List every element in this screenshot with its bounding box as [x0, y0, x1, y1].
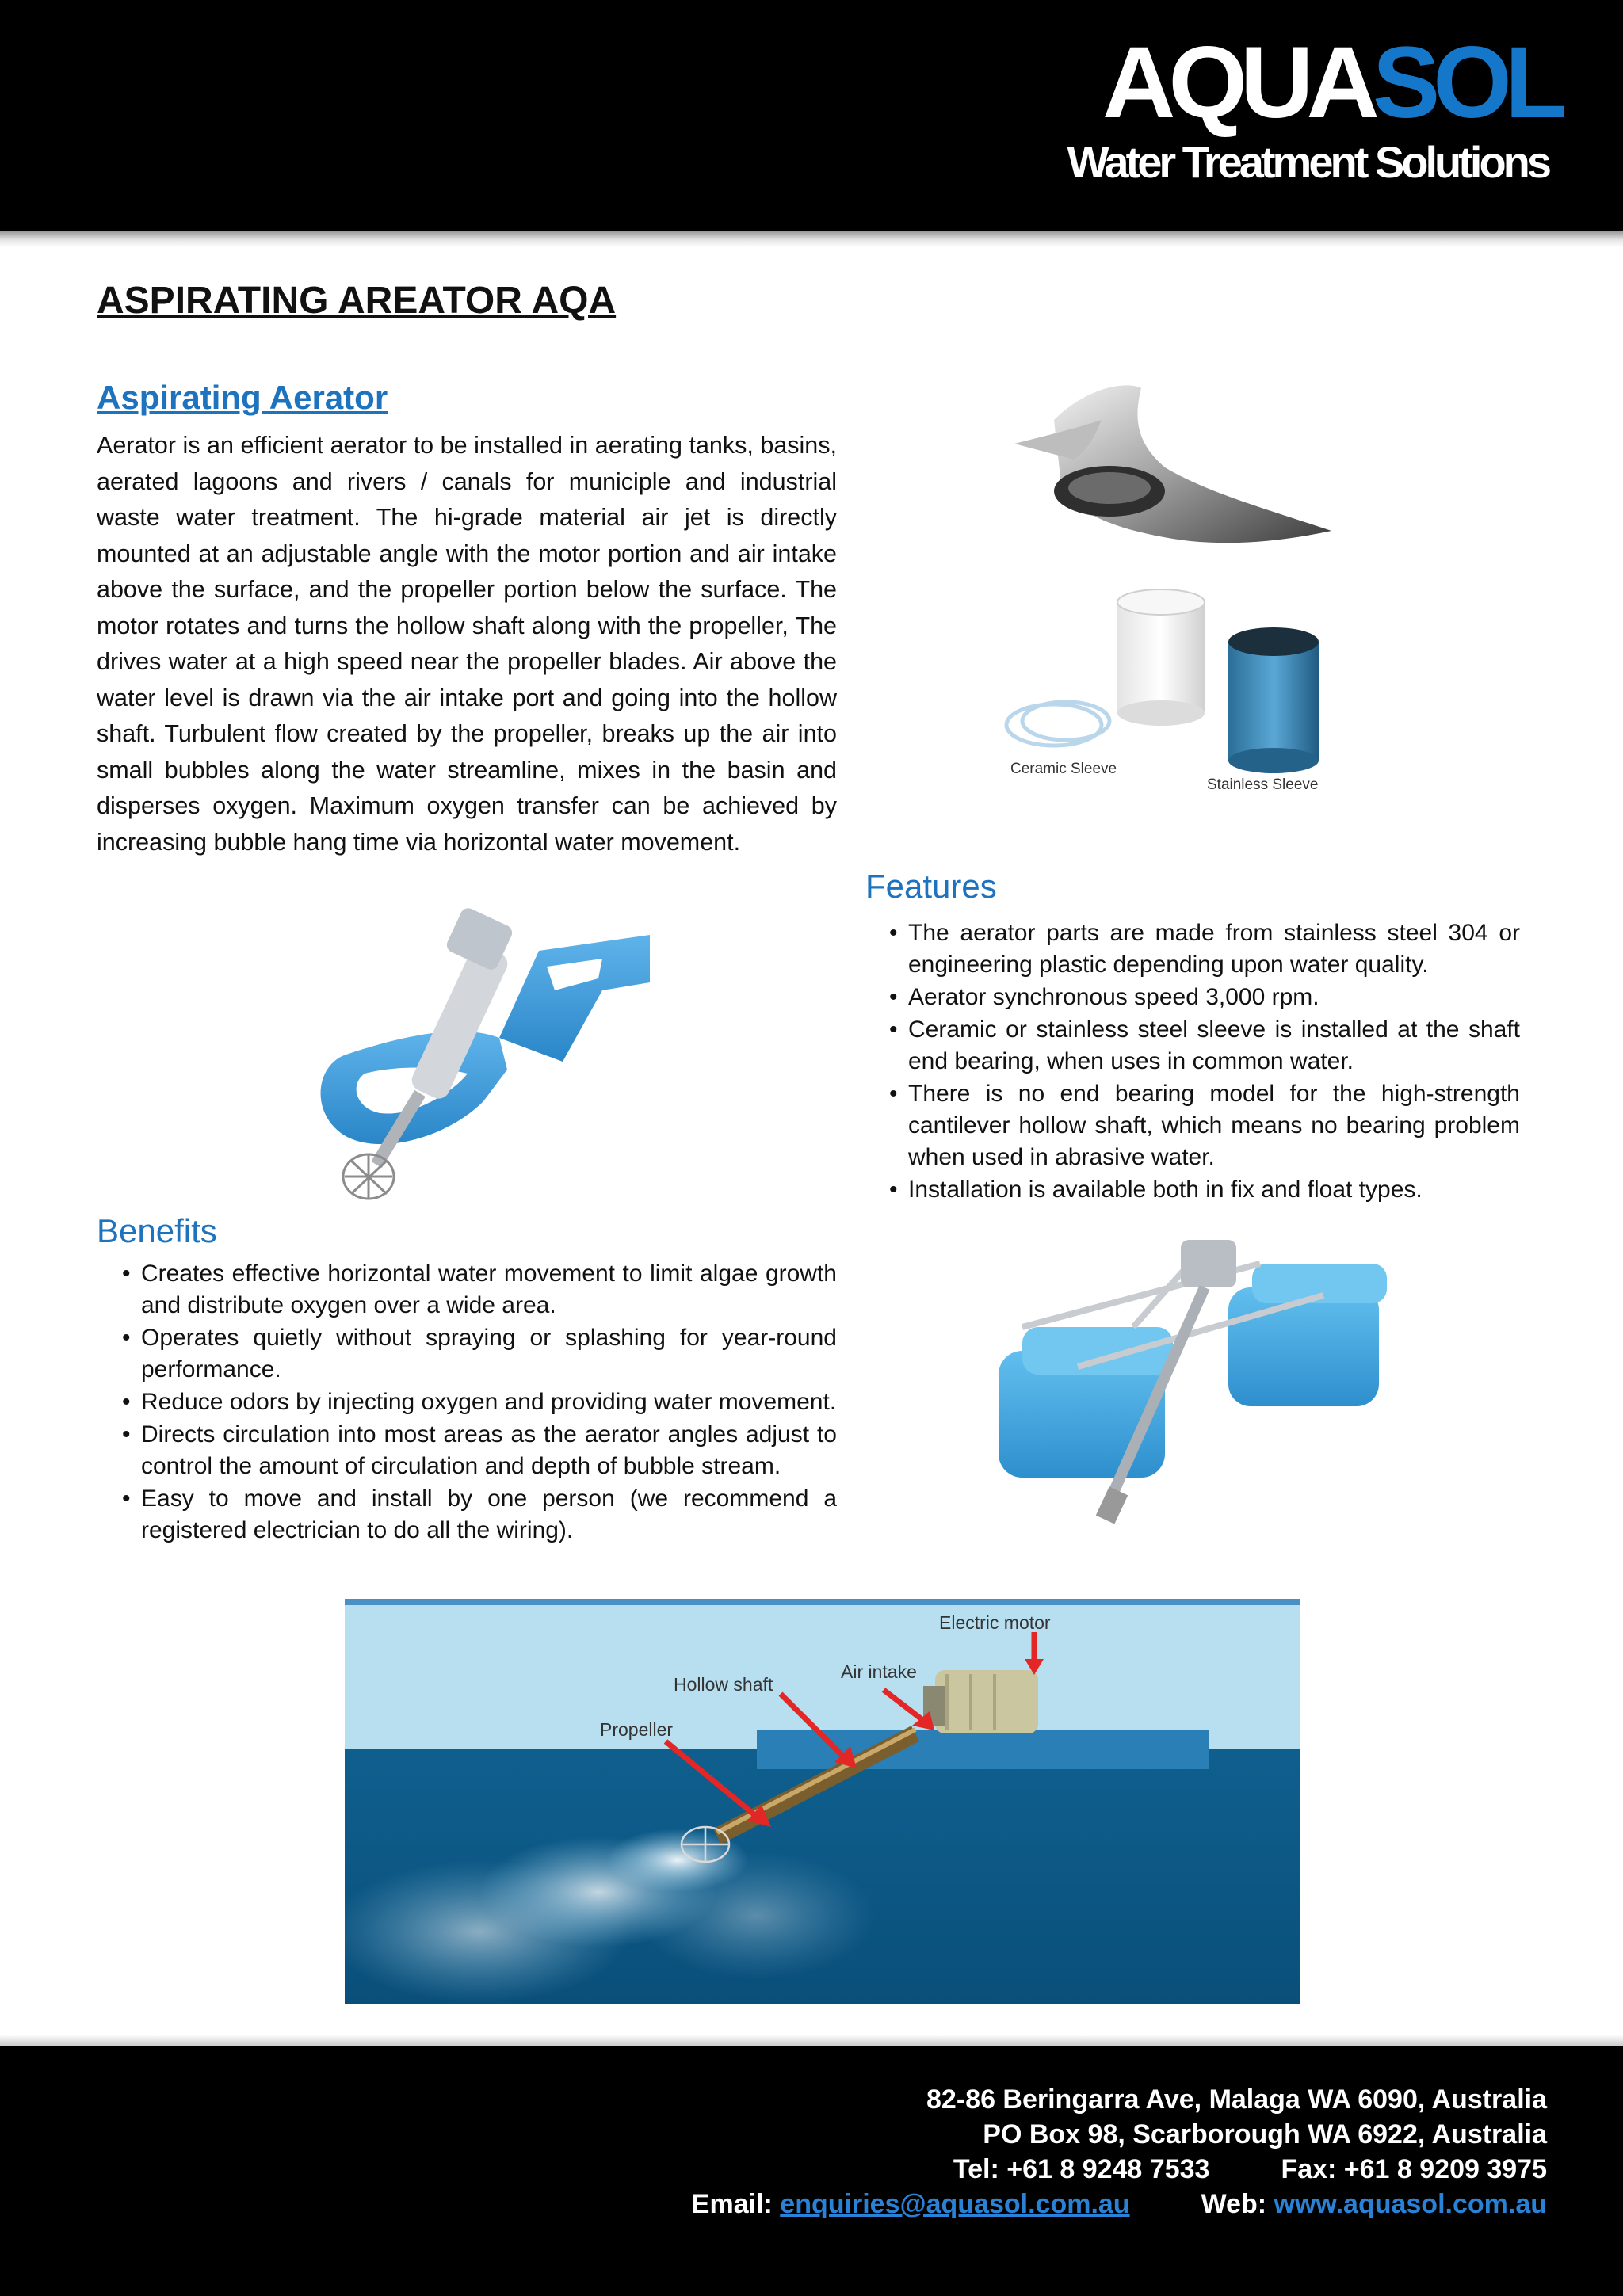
ceramic-sleeve-icon: [1117, 589, 1205, 726]
benefits-list-item: • Directs circulation into most areas as the aerator angles adjust to control the amount of circulation and depth of bubble stream.: [122, 1419, 837, 1482]
email-link[interactable]: enquiries@aquasol.com.au: [780, 2189, 1130, 2219]
telephone: Tel: +61 8 9248 7533: [953, 2154, 1210, 2184]
propeller-cage-icon: [682, 1827, 729, 1862]
label-hollow-shaft: Hollow shaft: [674, 1674, 773, 1695]
benefits-list: [122, 1258, 837, 1547]
features-list: [889, 917, 1520, 1207]
benefits-list-item: • Easy to move and install by one person (we recommend a registered electrician to do all the wiring).: [122, 1483, 837, 1547]
stainless-sleeve-icon: [1228, 627, 1319, 773]
twin-float-aerator-image: [991, 1240, 1403, 1533]
pontoon-icon: [999, 1264, 1387, 1478]
contact-details: [692, 2082, 1547, 2222]
ceramic-sleeve-caption: Ceramic Sleeve: [1010, 761, 1117, 777]
logo-tagline: Water Treatment Solutions: [1067, 137, 1549, 187]
address-line-2: PO Box 98, Scarborough WA 6922, Australia: [983, 2119, 1547, 2149]
features-list-item: • There is no end bearing model for the high-strength cantilever hollow shaft, which means no bearing problem when used in abrasive water.: [889, 1078, 1520, 1173]
web-label: Web:: [1201, 2189, 1267, 2219]
benefits-heading: Benefits: [97, 1212, 217, 1249]
aerator-diagram: [345, 1599, 1300, 2004]
label-propeller: Propeller: [600, 1719, 674, 1740]
features-list-item: • Aerator synchronous speed 3,000 rpm.: [889, 982, 1520, 1013]
aquasol-logo: [1102, 26, 1560, 139]
features-heading: Features: [865, 868, 997, 905]
header-divider: [0, 231, 1623, 247]
label-air-intake: Air intake: [841, 1661, 917, 1682]
aspirating-heading: Aspirating Aerator: [97, 379, 388, 416]
propeller-cage-icon: [343, 1154, 394, 1199]
logo-sol: SOL: [1372, 26, 1560, 139]
benefits-list-item: • Creates effective horizontal water movement to limit algae growth and distribute oxygen over a wide area.: [122, 1258, 837, 1322]
website-link[interactable]: www.aquasol.com.au: [1274, 2189, 1547, 2219]
features-list-item: • Installation is available both in fix and float types.: [889, 1174, 1520, 1206]
label-electric-motor: Electric motor: [939, 1612, 1051, 1633]
document-title: ASPIRATING AREATOR AQA: [97, 280, 617, 322]
u-float-aerator-image: [301, 903, 666, 1212]
footer-divider: [0, 2035, 1623, 2046]
email-label: Email:: [691, 2189, 773, 2219]
phone-fax-line: [692, 2152, 1547, 2187]
stainless-sleeve-caption: Stainless Sleeve: [1207, 776, 1319, 793]
aspirating-description: Aerator is an efficient aerator to be installed in aerating tanks, basins, aerated lagoons and rivers / canals for municiple and industrial waste water treatment. The hi-grade material air jet is directly mounted at an adjustable angle with the motor portion and air intake above the surface, and the propeller portion below the surface. The motor rotates and turns the hollow shaft along with the propeller, The drives water at a high speed near the propeller blades. Air above the water level is drawn via the air intake port and going into the hollow shaft. Turbulent flow created by the propeller, breaks up the air into small bubbles along the water streamline, mixes in the basin and disperses oxygen. Maximum oxygen transfer can be achieved by increasing bubble hang time via horizontal water movement.: [97, 432, 837, 856]
fax: Fax: +61 8 9209 3975: [1281, 2154, 1547, 2184]
benefits-list-item: • Operates quietly without spraying or splashing for year-round performance.: [122, 1322, 837, 1386]
benefits-list-item: • Reduce odors by injecting oxygen and providing water movement.: [122, 1386, 837, 1418]
features-list-item: • The aerator parts are made from stainless steel 304 or engineering plastic depending upon water quality.: [889, 917, 1520, 981]
address-line-1: 82-86 Beringarra Ave, Malaga WA 6090, Australia: [926, 2084, 1547, 2115]
email-web-line: [692, 2187, 1547, 2222]
propeller-icon: [1014, 385, 1331, 543]
propeller-sleeves-image: [999, 372, 1363, 800]
sleeve-rings-icon: [1006, 702, 1109, 746]
logo-aqua: AQUA: [1102, 26, 1373, 139]
electric-motor-icon: [923, 1670, 1038, 1733]
features-list-item: • Ceramic or stainless steel sleeve is installed at the shaft end bearing, when uses in common water.: [889, 1014, 1520, 1077]
